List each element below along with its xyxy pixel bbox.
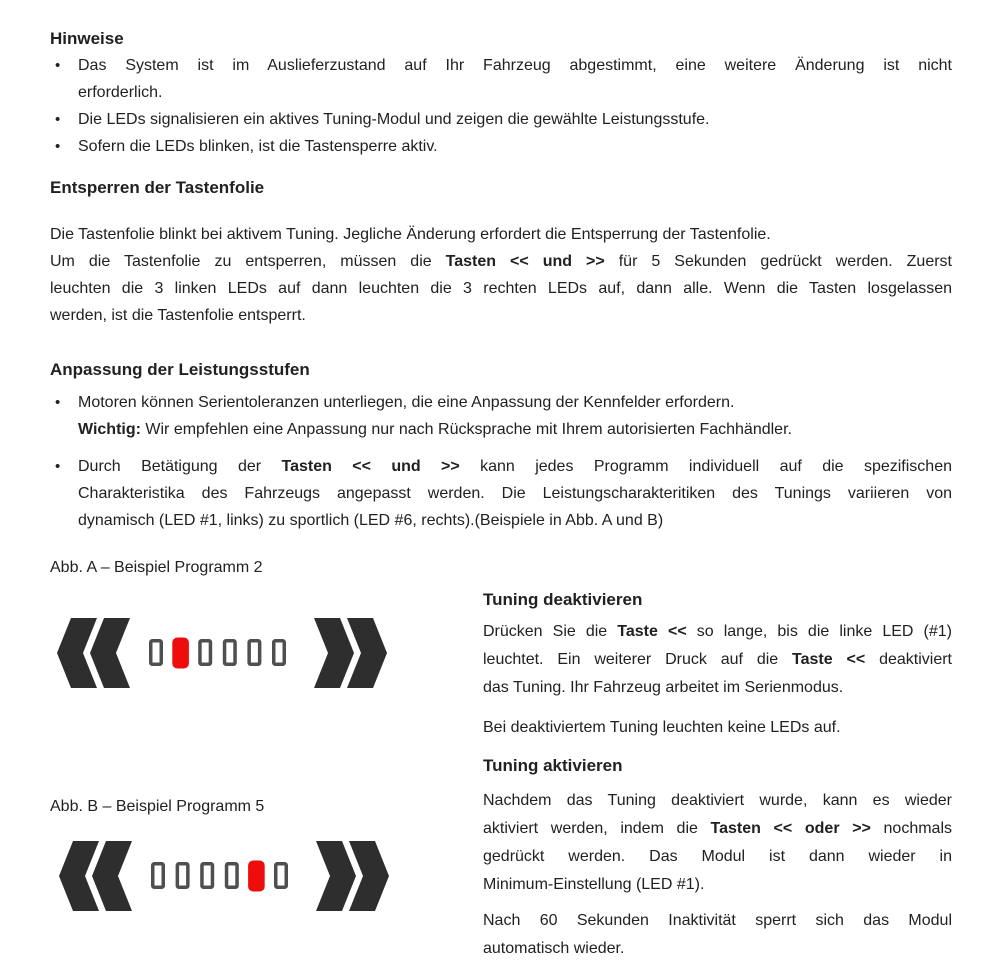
paragraph: Nach 60 Sekunden Inaktivität sperrt sich das Modul automatisch wieder. <box>483 912 952 957</box>
bullet-text: Das System ist im Auslieferzustand auf Ihr Fahrzeug abgestimmt, eine weitere Änderung ist nicht erforderlich. <box>78 57 952 101</box>
led-off <box>151 641 162 665</box>
bullet-item <box>50 453 952 534</box>
bullet-icon: • <box>55 111 61 128</box>
paragraph: Drücken Sie die Taste << so lange, bis die linke LED (#1) leuchtet. Ein weiterer Druck auf die Taste << deaktiviert das Tuning. Ihr Fahrzeug arbeitet im Serienmodus. <box>483 623 952 696</box>
bullet-icon: • <box>55 57 61 74</box>
led-off <box>200 641 211 665</box>
led-off <box>202 864 213 888</box>
led-off <box>274 641 285 665</box>
bullet-text: Motoren können Serientoleranzen unterliegen, die eine Anpassung der Kennfelder erfordern. Wichtig: Wir empfehlen eine Anpassung nur nach Rücksprache mit Ihrem autorisierten Fachhändler. <box>78 394 792 438</box>
heading-anpassung: Anpassung der Leistungsstufen <box>50 360 310 379</box>
led-off <box>276 864 287 888</box>
paragraph: Um die Tastenfolie zu entsperren, müssen die Tasten << und >> für 5 Sekunden gedrückt werden. Zuerst leuchten die 3 linken LEDs auf dann leuchten die 3 rechten LEDs auf, dann alle. Wenn die Tasten losgelassen werden, ist die Tastenfolie entsperrt. <box>50 253 952 324</box>
bullet-item <box>50 133 952 160</box>
bullet-text: Die LEDs signalisieren ein aktives Tuning-Modul und zeigen die gewählte Leistungsstufe. <box>78 111 710 128</box>
heading-tuning-aktivieren: Tuning aktivieren <box>483 756 623 775</box>
figure-b-label: Abb. B – Beispiel Programm 5 <box>50 798 265 815</box>
figures-section <box>50 554 952 963</box>
heading-entsperren: Entsperren der Tastenfolie <box>50 178 265 197</box>
anpassung-bullet-list <box>50 389 952 534</box>
hinweise-bullet-list <box>50 52 952 160</box>
figures-column <box>50 554 483 963</box>
bullet-icon: • <box>55 138 61 155</box>
led-off <box>177 864 188 888</box>
bullet-text: Durch Betätigung der Tasten << und >> kann jedes Programm individuell auf die spezifischen Charakteristika des Fahrzeugs angepasst werden. Die Leistungscharakteritiken des Tunings variieren von dynamisch (LED #1, links) zu sportlich (LED #6, rechts).(Beispiele in Abb. A und B) <box>78 458 952 529</box>
chevron-right-icon <box>316 841 356 911</box>
bullet-text: Sofern die LEDs blinken, ist die Tastensperre aktiv. <box>78 138 438 155</box>
bullet-item <box>50 106 952 133</box>
figure-a-led-display <box>57 618 387 688</box>
bullet-item <box>50 389 952 443</box>
led-off <box>225 641 236 665</box>
led-on <box>248 861 265 892</box>
bullet-icon: • <box>55 394 61 411</box>
figure-b-led-display <box>59 841 389 911</box>
led-off <box>249 641 260 665</box>
led-off <box>227 864 238 888</box>
chevron-left-icon <box>90 618 130 688</box>
heading-tuning-deaktivieren: Tuning deaktivieren <box>483 590 643 609</box>
paragraph: Nachdem das Tuning deaktiviert wurde, kann es wieder aktiviert werden, indem die Tasten << oder >> nochmals gedrückt werden. Das Modul ist dann wieder in Minimum-Einstellung (LED #1). <box>483 792 953 893</box>
led-on <box>172 638 189 669</box>
heading-hinweise: Hinweise <box>50 29 124 48</box>
figure-a-label: Abb. A – Beispiel Programm 2 <box>50 559 263 576</box>
instructions-column <box>483 554 952 963</box>
chevron-right-icon <box>314 618 354 688</box>
paragraph: Die Tastenfolie blinkt bei aktivem Tuning. Jegliche Änderung erfordert die Entsperrung der Tastenfolie. <box>50 226 771 243</box>
paragraph: Bei deaktiviertem Tuning leuchten keine LEDs auf. <box>483 719 841 736</box>
chevron-left-icon <box>92 841 132 911</box>
bullet-icon: • <box>55 458 61 475</box>
led-off <box>153 864 164 888</box>
bullet-item <box>50 52 952 106</box>
